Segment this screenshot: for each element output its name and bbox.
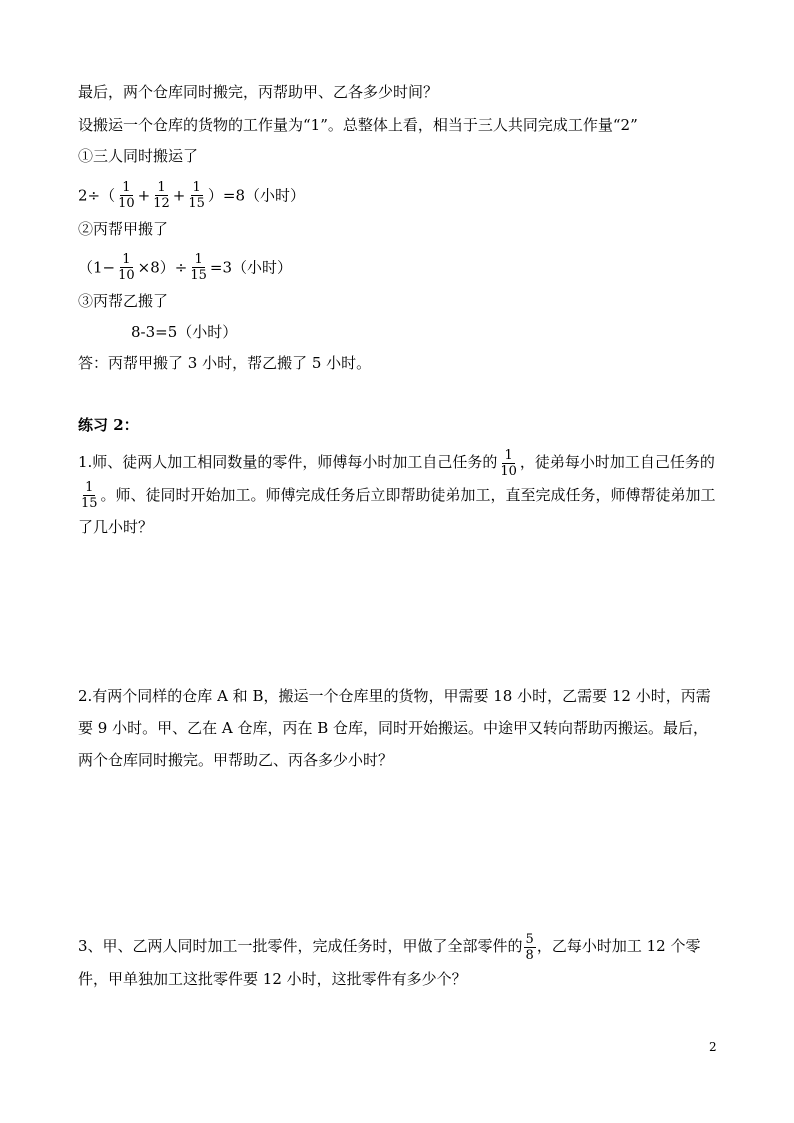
step2-label: ②丙帮甲搬了	[78, 220, 169, 238]
step3-label: ③丙帮乙搬了	[78, 292, 169, 310]
fraction-1-10	[498, 448, 519, 479]
q1-text-part1: 1.师、徒两人加工相同数量的零件，师傅每小时加工自己任务的	[78, 453, 498, 471]
numerator: 1	[504, 447, 513, 463]
solution-setup: 设搬运一个仓库的货物的工作量为“1”。总整体上看，相当于三人共同完成工作量“2”	[78, 116, 638, 134]
fraction-1-10	[116, 180, 137, 211]
step1-prefix: 2÷（	[78, 186, 116, 205]
page-number: 2	[709, 1040, 717, 1054]
denominator: 10	[118, 268, 135, 283]
solution-question: 最后，两个仓库同时搬完，丙帮助甲、乙各多少时间？	[78, 83, 439, 101]
q1-text-part3: 。师、徒同时开始加工。师傅完成任务后立即帮助徒弟加工，直至完成任务，师傅帮徒弟加工了几小时？	[78, 485, 716, 536]
fraction-1-10	[116, 252, 137, 283]
step2-expression	[78, 252, 292, 283]
denominator: 10	[500, 463, 517, 479]
practice-question-3	[78, 930, 720, 995]
numerator: 1	[85, 480, 94, 495]
numerator: 1	[157, 180, 166, 195]
practice-heading: 练习 2：	[78, 416, 139, 434]
step2-prefix: （1−	[78, 258, 116, 277]
denominator: 12	[153, 196, 170, 211]
practice-question-2: 2.有两个同样的仓库 A 和 B，搬运一个仓库里的货物，甲需要 18 小时，乙需要 12 小时，丙需要 9 小时。甲、乙在 A 仓库，丙在 B 仓库，同时开始搬运。中途甲又转向帮助丙搬运。最后，两个仓库同时搬完。甲帮助乙、丙各多少小时？	[78, 687, 711, 769]
q3-text-part1: 3、甲、乙两人同时加工一批零件，完成任务时，甲做了全部零件的	[78, 937, 523, 955]
fraction-1-15	[79, 480, 100, 511]
fraction-1-15	[188, 252, 209, 283]
step1-label: ①三人同时搬运了	[78, 147, 199, 165]
numerator: 1	[194, 252, 203, 267]
fraction-1-12	[151, 180, 172, 211]
fraction-1-15	[186, 180, 207, 211]
practice-question-1	[78, 446, 720, 543]
denominator: 10	[118, 196, 135, 211]
plus-sign: +	[137, 186, 151, 205]
numerator: 5	[525, 931, 534, 947]
step3-expression: 8-3=5（小时）	[131, 323, 238, 341]
step1-suffix: ）=8（小时）	[207, 186, 306, 205]
q1-text-part2: ，徒弟每小时加工自己任务的	[519, 453, 715, 471]
numerator: 1	[192, 180, 201, 195]
denominator: 15	[81, 496, 98, 511]
step2-middle: ×8）÷	[137, 258, 188, 277]
step2-suffix: =3（小时）	[209, 258, 293, 277]
denominator: 15	[190, 268, 207, 283]
numerator: 1	[122, 180, 131, 195]
denominator: 15	[188, 196, 205, 211]
solution-answer: 答：丙帮甲搬了 3 小时，帮乙搬了 5 小时。	[78, 354, 372, 372]
plus-sign: +	[172, 186, 186, 205]
denominator: 8	[525, 947, 534, 963]
numerator: 1	[122, 252, 131, 267]
step1-expression	[78, 180, 305, 211]
q3-text-part2: ，乙每小时加工 12 个零件，甲单独加工这批零件要 12 小时，这批零件有多少个？	[78, 937, 701, 988]
fraction-5-8	[524, 932, 536, 963]
